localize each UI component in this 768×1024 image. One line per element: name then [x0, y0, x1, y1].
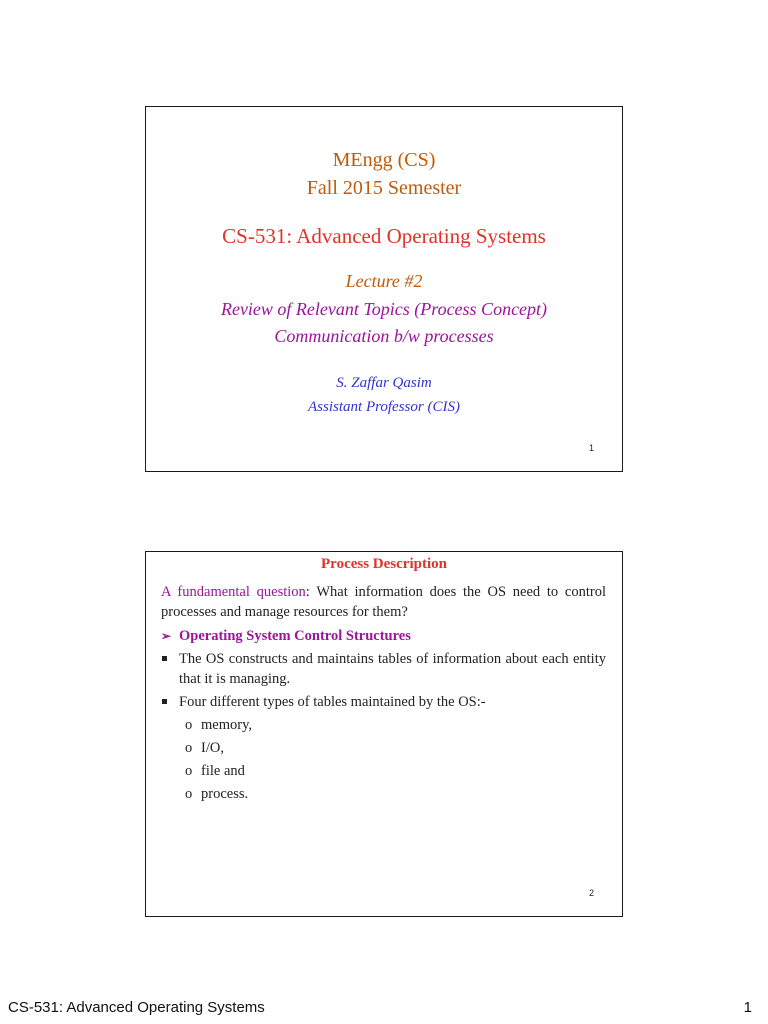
semester-title: Fall 2015 Semester	[306, 177, 462, 199]
slide-page-number: 2	[588, 888, 594, 898]
sub-item-text: process.	[201, 786, 249, 802]
slide-page-number: 1	[588, 443, 594, 453]
sub-bullet-marker: o	[185, 763, 193, 779]
author-position: Assistant Professor (CIS)	[308, 399, 460, 415]
section-heading	[161, 626, 606, 646]
footer-course-title: CS-531: Advanced Operating Systems	[8, 999, 265, 1016]
intro-text: : What information does the OS need to control processes and manage resources for them?	[161, 584, 606, 620]
section-heading-text: Operating System Control Structures	[179, 628, 411, 644]
lecture-number: Lecture #2	[345, 271, 423, 291]
sub-bullet-marker: o	[185, 717, 193, 733]
intro-paragraph	[161, 582, 606, 622]
intro-lead: A fundamental question	[161, 584, 306, 600]
sub-item-text: file and	[201, 763, 245, 779]
author-name: S. Zaffar Qasim	[336, 375, 432, 391]
bullet-text: The OS constructs and maintains tables of information about each entity that it is managing.	[179, 651, 606, 687]
sub-list-item	[161, 715, 606, 735]
arrow-bullet-icon: ➢	[161, 629, 172, 643]
sub-list-item	[161, 784, 606, 804]
sub-bullet-marker: o	[185, 740, 193, 756]
bullet-text: Four different types of tables maintained by the OS:-	[179, 694, 486, 710]
sub-list-item	[161, 738, 606, 758]
footer-page-number: 1	[743, 999, 752, 1016]
bullet-item	[161, 649, 606, 689]
sub-bullet-marker: o	[185, 786, 193, 802]
slide-title: Process Description	[321, 556, 447, 572]
slide-body	[161, 582, 606, 804]
slide-1	[145, 106, 623, 472]
sub-item-text: memory,	[201, 717, 253, 733]
course-title: CS-531: Advanced Operating Systems	[222, 224, 546, 248]
slide-2	[145, 551, 623, 917]
sub-item-text: I/O,	[201, 740, 224, 756]
square-bullet-icon	[161, 649, 179, 689]
sub-list-item	[161, 761, 606, 781]
lecture-topic-2: Communication b/w processes	[274, 326, 494, 346]
square-bullet-icon	[161, 692, 179, 712]
page-footer	[8, 999, 752, 1021]
lecture-topic-1: Review of Relevant Topics (Process Concept)	[220, 299, 548, 319]
program-title: MEngg (CS)	[332, 149, 436, 171]
bullet-item	[161, 692, 606, 712]
